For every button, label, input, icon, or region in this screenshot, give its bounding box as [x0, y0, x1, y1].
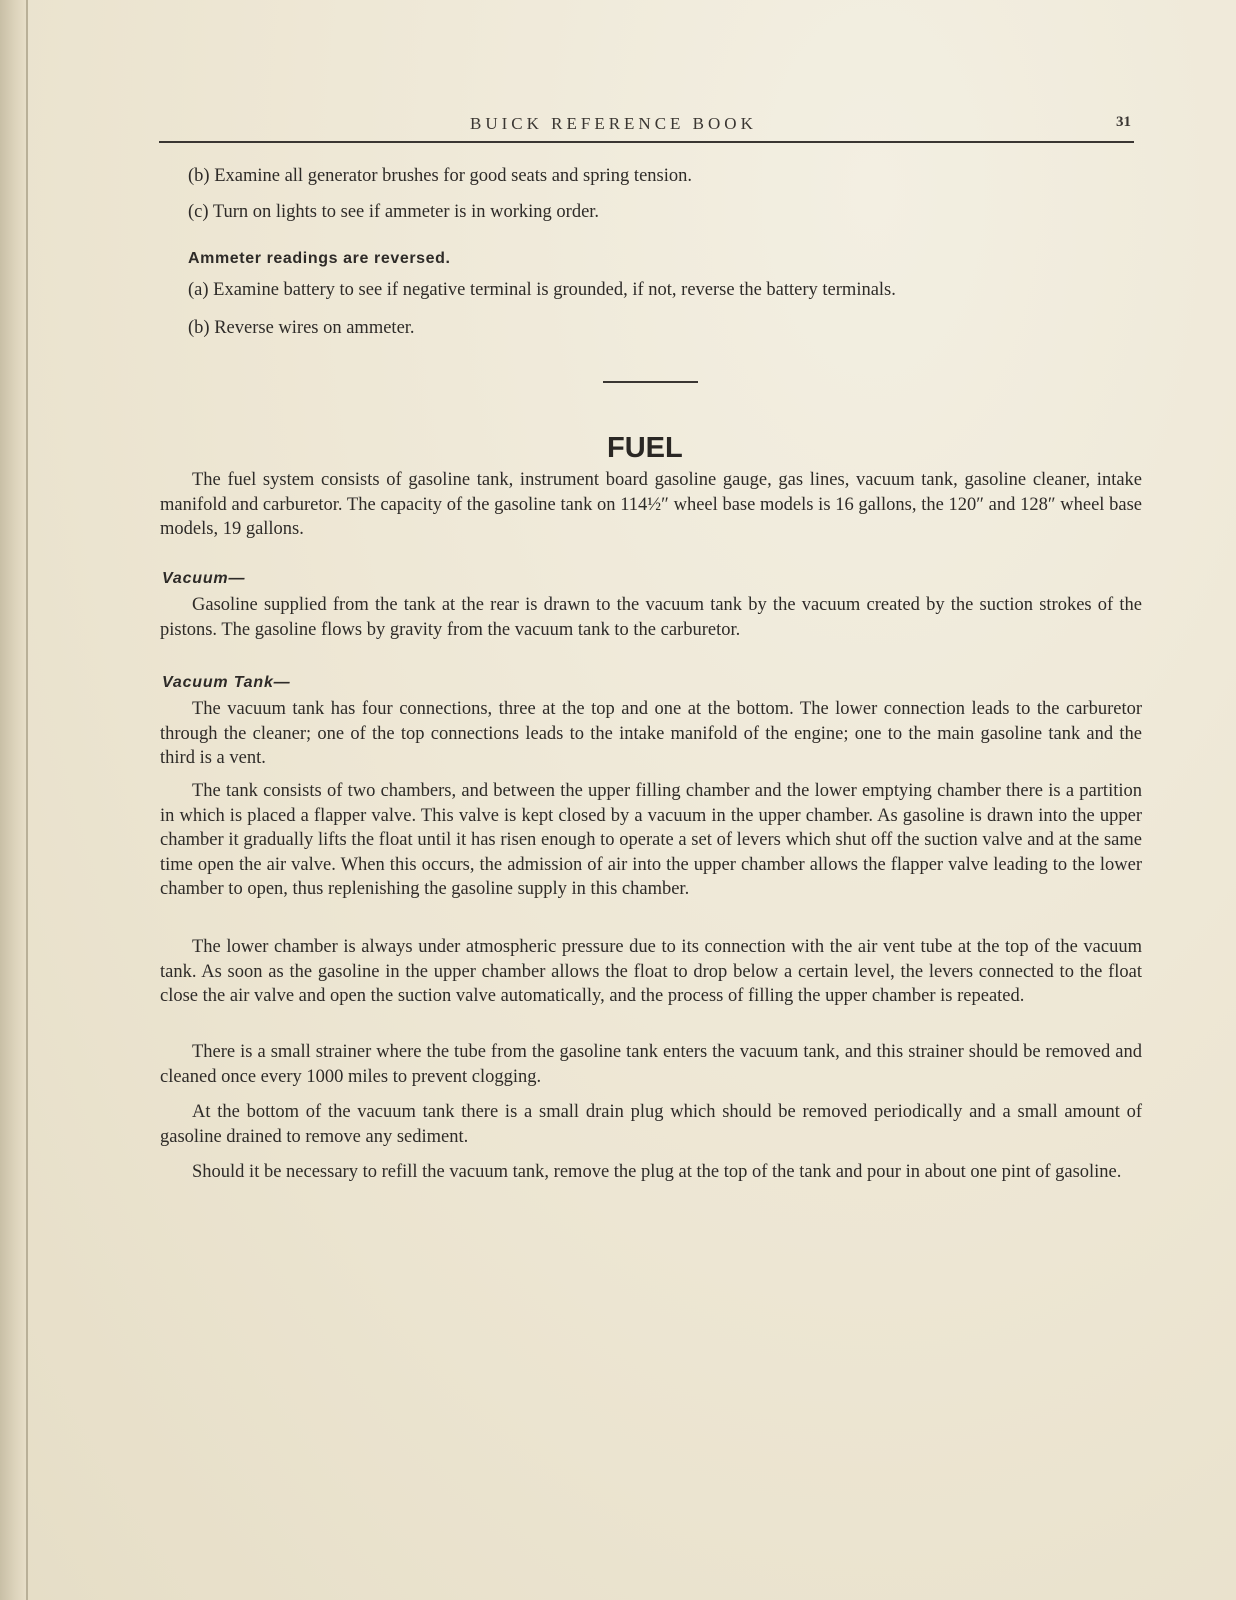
vacuum-tank-paragraph-2: The tank consists of two chambers, and between the upper filling chamber and the lower emptying chamber there is a partition in which is placed a flapper valve. This valve is kept closed by a vacuum in the upper chamber. As gasoline is drawn into the upper chamber it gradually lifts the float until it has risen enough to operate a set of levers which shut off the suction valve and at the same time open the air valve. When this occurs, the admission of air into the upper chamber allows the flapper valve leading to the lower chamber to open, thus replenishing the gasoline supply in this chamber. [160, 781, 1142, 899]
running-header-title: BUICK REFERENCE BOOK [470, 114, 757, 133]
vacuum-tank-paragraph-1: The vacuum tank has four connections, three at the top and one at the bottom. The lower connection leads to the carburetor through the cleaner; one of the top connections leads to the intake manifold of the engine; one to the main gasoline tank and the third is a vent. [160, 699, 1142, 768]
vacuum-tank-paragraph-5: At the bottom of the vacuum tank there is a small drain plug which should be removed periodically and a small amount of gasoline drained to remove any sediment. [160, 1102, 1142, 1147]
generator-item-c: (c) Turn on lights to see if ammeter is in working order. [188, 202, 600, 222]
header-rule [159, 141, 1134, 143]
ammeter-item-b: (b) Reverse wires on ammeter. [188, 318, 415, 338]
page-number: 31 [1116, 114, 1131, 130]
fuel-intro-paragraph: The fuel system consists of gasoline tank, instrument board gasoline gauge, gas lines, vacuum tank, gasoline cleaner, intake manifold and carburetor. The capacity of the gasoline tank on 114½″ wheel base models is 16 gallons, the 120″ and 128″ wheel base models, 19 gallons. [160, 470, 1142, 539]
vacuum-tank-paragraph-3: The lower chamber is always under atmospheric pressure due to its connection with the air vent tube at the top of the vacuum tank. As soon as the gasoline in the upper chamber allows the float to drop below a certain level, the levers connected to the float close the air valve and open the suction valve automatically, and the process of filling the upper chamber is repeated. [160, 937, 1142, 1006]
vacuum-tank-heading: Vacuum Tank— [162, 674, 291, 691]
section-title-fuel: FUEL [607, 432, 683, 464]
vacuum-tank-paragraph-6: Should it be necessary to refill the vacuum tank, remove the plug at the top of the tank and pour in about one pint of gasoline. [192, 1162, 1122, 1182]
generator-item-b: (b) Examine all generator brushes for good seats and spring tension. [188, 166, 692, 186]
book-spine [0, 0, 28, 1600]
section-divider [603, 381, 698, 383]
ammeter-heading: Ammeter readings are reversed. [188, 250, 451, 267]
vacuum-heading: Vacuum— [162, 570, 246, 587]
vacuum-paragraph: Gasoline supplied from the tank at the rear is drawn to the vacuum tank by the vacuum created by the suction strokes of the pistons. The gasoline flows by gravity from the vacuum tank to the carburetor. [160, 595, 1142, 640]
vacuum-tank-paragraph-4: There is a small strainer where the tube from the gasoline tank enters the vacuum tank, and this strainer should be removed and cleaned once every 1000 miles to prevent clogging. [160, 1042, 1142, 1087]
ammeter-item-a: (a) Examine battery to see if negative terminal is grounded, if not, reverse the battery terminals. [188, 280, 896, 300]
